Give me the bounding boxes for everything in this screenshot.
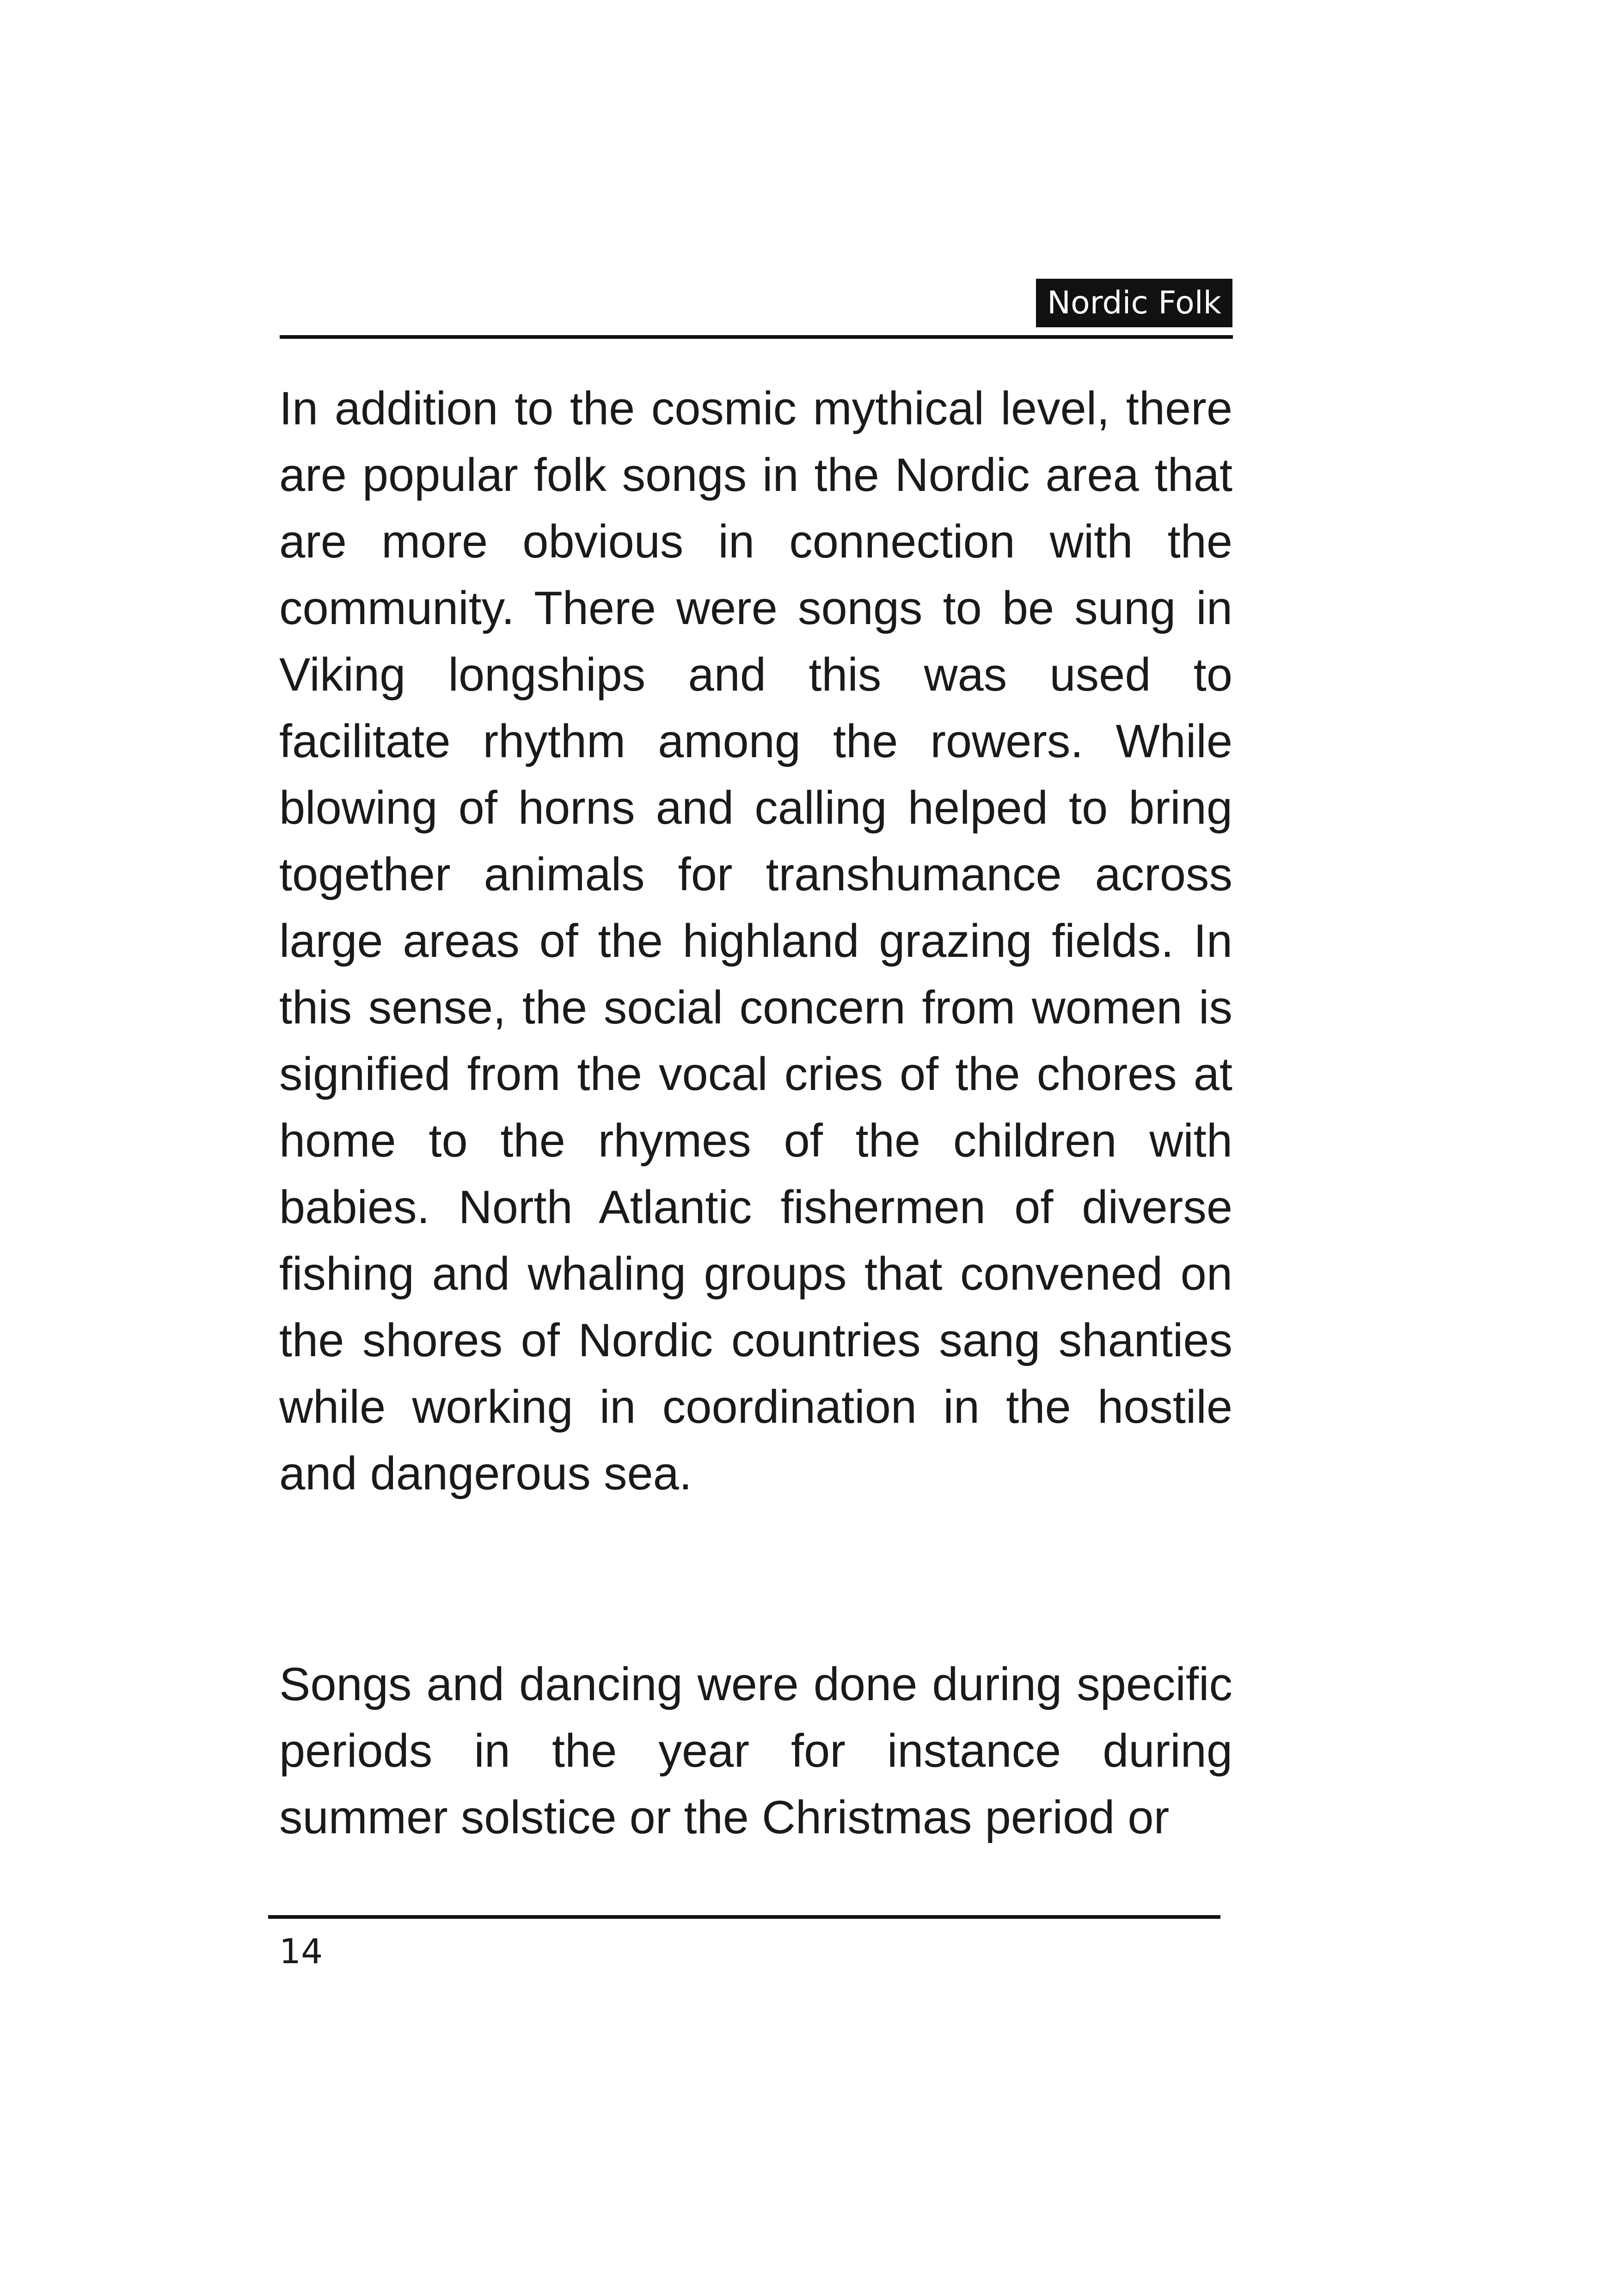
running-header-label: Nordic Folk bbox=[1036, 279, 1232, 327]
page-number: 14 bbox=[279, 1932, 323, 1971]
body-paragraph-2: Songs and dancing were done during specific periods in the year for instance during summer solstice or the Christmas period or bbox=[279, 1659, 1232, 1843]
footer-divider bbox=[268, 1915, 1220, 1919]
header-divider bbox=[280, 335, 1233, 339]
body-paragraph-1: In addition to the cosmic mythical level, there are popular folk songs in the Nordic area that are more obvious in connection with the community. There were songs to be sung in Viking longships and this was used to facilitate rhythm among the rowers. While blowing of horns and calling helped to bring together animals for transhumance across large areas of the highland grazing fields. In this sense, the social concern from women is signified from the vocal cries of the chores at home to the rhymes of the children with babies. North Atlantic fishermen of diverse fishing and whaling groups that convened on the shores of Nordic countries sang shanties while working in coordination in the hostile and dangerous sea. bbox=[279, 383, 1232, 1500]
